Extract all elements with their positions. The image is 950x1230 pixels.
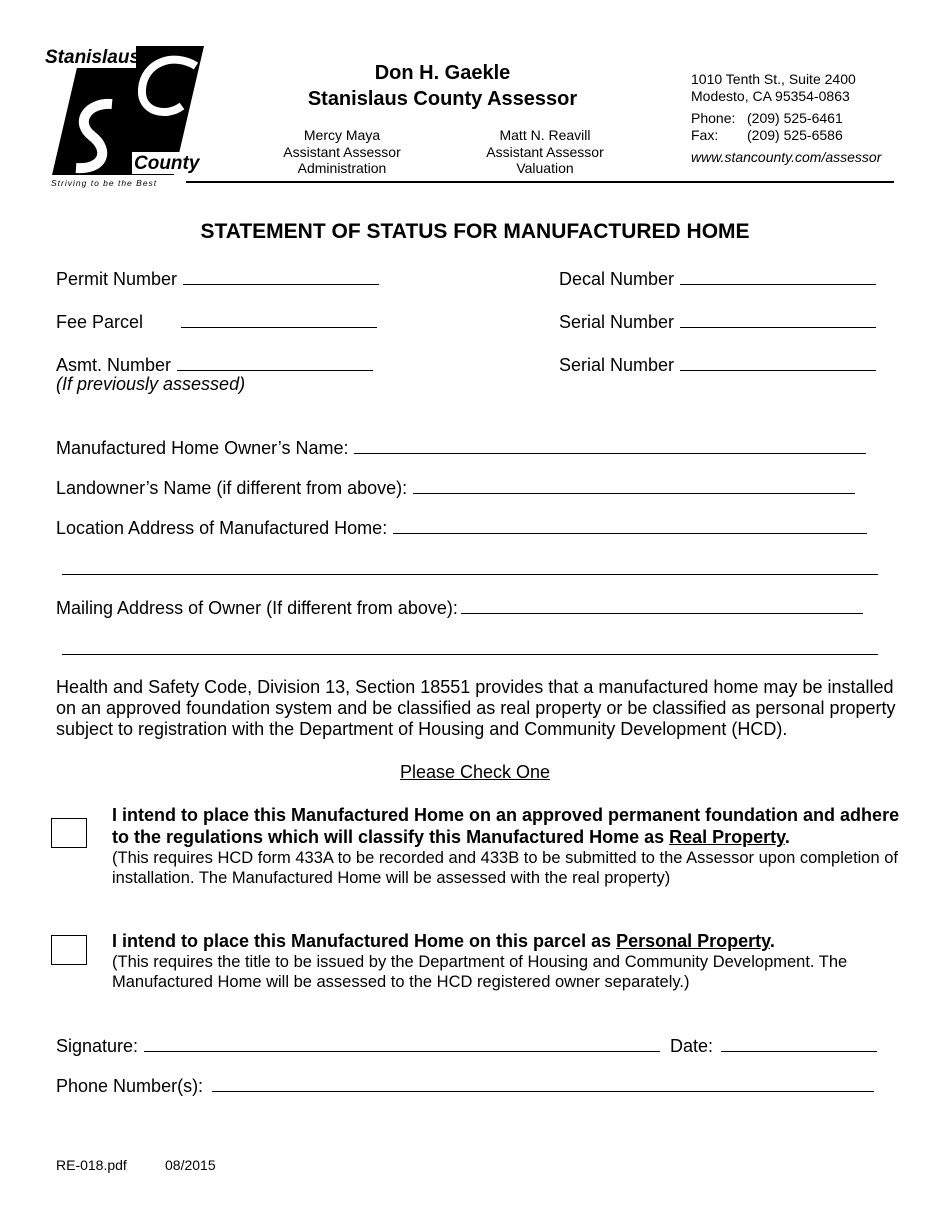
staff-title: Assistant Assessor bbox=[283, 143, 401, 160]
real-property-statement: I intend to place this Manufactured Home on an approved permanent foundation and adhere to the regulations which will classify this Manufactured Home as Real Property. bbox=[112, 805, 900, 847]
serial-number-field-2[interactable] bbox=[559, 353, 876, 376]
phone-numbers-label: Phone Number(s): bbox=[56, 1076, 204, 1096]
header-divider bbox=[186, 181, 894, 183]
real-property-note: (This requires HCD form 433A to be recorded and 433B to be submitted to the Assessor upon completion of installation. The Manufactured Home will be assessed with the real property) bbox=[112, 849, 899, 887]
landowner-name-field[interactable] bbox=[56, 476, 855, 499]
fax-label: Fax: bbox=[691, 126, 719, 143]
serial-number-input-2[interactable] bbox=[680, 353, 876, 371]
date-field[interactable] bbox=[670, 1034, 877, 1057]
website-link[interactable]: www.stancounty.com/assessor bbox=[691, 149, 882, 165]
fax-row bbox=[691, 127, 881, 144]
date-input[interactable] bbox=[721, 1034, 877, 1052]
logo-text-county: County bbox=[134, 153, 200, 174]
assessor-title: Stanislaus County Assessor bbox=[307, 88, 578, 110]
signature-input[interactable] bbox=[144, 1034, 660, 1052]
landowner-name-label: Landowner’s Name (if different from above): bbox=[56, 478, 408, 498]
asmt-number-field[interactable] bbox=[56, 353, 373, 376]
form-id: RE-018.pdf bbox=[56, 1157, 127, 1173]
serial-number-input-1[interactable] bbox=[680, 310, 876, 328]
mailing-address-line-2[interactable] bbox=[62, 654, 878, 655]
county-logo bbox=[44, 44, 206, 190]
serial-number-field-1[interactable] bbox=[559, 310, 876, 333]
phone-numbers-input[interactable] bbox=[212, 1074, 874, 1092]
real-property-option bbox=[112, 804, 902, 888]
decal-number-label: Decal Number bbox=[559, 269, 675, 289]
staff-block-valuation bbox=[465, 127, 625, 177]
decal-number-input[interactable] bbox=[680, 267, 876, 285]
logo-text-stanislaus: Stanislaus bbox=[45, 47, 141, 68]
decal-number-field[interactable] bbox=[559, 267, 876, 290]
personal-property-emphasis: Personal Property bbox=[616, 931, 770, 951]
fee-parcel-input[interactable] bbox=[181, 310, 377, 328]
date-label: Date: bbox=[670, 1036, 714, 1056]
staff-name: Mercy Maya bbox=[303, 127, 381, 143]
phone-label: Phone: bbox=[691, 110, 736, 126]
staff-title: Assistant Assessor bbox=[486, 143, 604, 160]
real-property-text: I intend to place this Manufactured Home on an approved permanent foundation and adhere to the regulations which will classify this Manufactured Home as bbox=[112, 805, 900, 847]
fee-parcel-label: Fee Parcel bbox=[56, 312, 144, 332]
location-address-field[interactable] bbox=[56, 516, 867, 539]
form-revision: 08/2015 bbox=[165, 1157, 216, 1173]
staff-division: Administration bbox=[297, 160, 387, 176]
contact-block bbox=[691, 71, 881, 166]
staff-block-admin bbox=[262, 127, 422, 177]
personal-property-checkbox[interactable] bbox=[51, 935, 87, 965]
staff-name: Matt N. Reavill bbox=[499, 127, 591, 143]
asmt-note: (If previously assessed) bbox=[56, 374, 246, 394]
assessor-name: Don H. Gaekle bbox=[374, 62, 511, 84]
location-address-label: Location Address of Manufactured Home: bbox=[56, 518, 388, 538]
address-line-2: Modesto, CA 95354-0863 bbox=[691, 87, 850, 104]
asmt-number-input[interactable] bbox=[177, 353, 373, 371]
address-line-1: 1010 Tenth St., Suite 2400 bbox=[691, 71, 856, 87]
logo-tagline: Striving to be the Best bbox=[51, 178, 158, 188]
county-logo-graphic bbox=[44, 44, 206, 190]
permit-number-label: Permit Number bbox=[56, 269, 178, 289]
personal-property-note: (This requires the title to be issued by the Department of Housing and Community Development. The Manufactured Home will be assessed to the HCD registered owner separately.) bbox=[112, 953, 848, 991]
phone-value: (209) 525-6461 bbox=[747, 110, 843, 126]
permit-number-input[interactable] bbox=[183, 267, 379, 285]
owner-name-input[interactable] bbox=[354, 436, 866, 454]
form-title: STATEMENT OF STATUS FOR MANUFACTURED HOME bbox=[200, 220, 750, 243]
signature-label: Signature: bbox=[56, 1036, 139, 1056]
phone-numbers-field[interactable] bbox=[56, 1074, 874, 1097]
serial-number-label: Serial Number bbox=[559, 355, 675, 375]
personal-property-statement: I intend to place this Manufactured Home on this parcel as Personal Property. bbox=[112, 931, 775, 951]
serial-number-label: Serial Number bbox=[559, 312, 675, 332]
signature-field[interactable] bbox=[56, 1034, 660, 1057]
owner-name-field[interactable] bbox=[56, 436, 866, 459]
personal-property-text: I intend to place this Manufactured Home on this parcel as bbox=[112, 931, 612, 951]
statute-paragraph: Health and Safety Code, Division 13, Section 18551 provides that a manufactured home may be installed on an approved foundation system and be classified as real property or be classified as personal property subject to registration with the Department of Housing and Community Development (HCD). bbox=[56, 677, 896, 739]
location-address-input[interactable] bbox=[393, 516, 867, 534]
location-address-line-2[interactable] bbox=[62, 574, 878, 575]
fax-value: (209) 525-6586 bbox=[747, 126, 843, 143]
fee-parcel-field[interactable] bbox=[56, 310, 377, 333]
permit-number-field[interactable] bbox=[56, 267, 379, 290]
landowner-name-input[interactable] bbox=[413, 476, 855, 494]
staff-division: Valuation bbox=[516, 160, 574, 176]
mailing-address-input[interactable] bbox=[461, 596, 863, 614]
real-property-checkbox[interactable] bbox=[51, 818, 87, 848]
mailing-address-label: Mailing Address of Owner (If different from above): bbox=[56, 598, 458, 618]
real-property-emphasis: Real Property bbox=[669, 827, 785, 847]
mailing-address-field[interactable] bbox=[56, 596, 863, 619]
asmt-number-label: Asmt. Number bbox=[56, 355, 172, 375]
owner-name-label: Manufactured Home Owner’s Name: bbox=[56, 438, 349, 458]
check-instruction: Please Check One bbox=[399, 762, 551, 782]
phone-row bbox=[691, 110, 881, 127]
personal-property-option bbox=[112, 930, 902, 992]
